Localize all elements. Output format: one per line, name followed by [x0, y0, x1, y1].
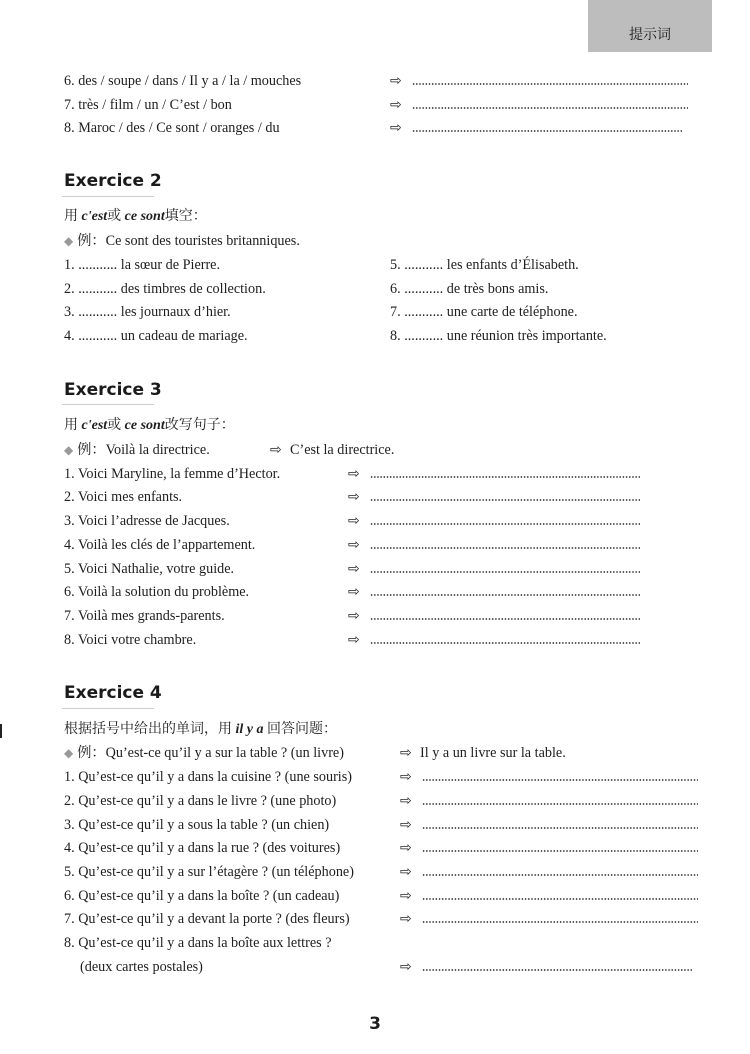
arrow-icon: ⇨ [348, 466, 360, 482]
arrow-icon: ⇨ [400, 769, 412, 785]
ex4-item-1: 1. Qu’est-ce qu’il y a dans la cuisine ? (une souris) [64, 769, 352, 785]
exercise-3-example-answer: C’est la directrice. [290, 442, 395, 458]
answer-line[interactable] [370, 547, 640, 549]
answer-line[interactable] [422, 898, 698, 900]
exercise-2-example: ◆ 例：Ce sont des touristes britanniques. [64, 233, 300, 249]
ex3-item-4: 4. Voilà les clés de l’appartement. [64, 537, 256, 553]
ex3-item-1: 1. Voici Maryline, la femme d’Hector. [64, 466, 281, 482]
exercise-4-example: ◆ 例：Qu’est-ce qu’il y a sur la table ? (un livre) [64, 745, 344, 761]
exercise-2-title: Exercice 2 [64, 171, 162, 191]
ex4-item-7: 7. Qu’est-ce qu’il y a devant la porte ? (des fleurs) [64, 911, 350, 927]
arrow-icon: ⇨ [400, 840, 412, 856]
section-tab: 提示词 [588, 0, 712, 52]
exercise-3-example: ◆ 例：Voilà la directrice. [64, 442, 210, 458]
arrow-icon: ⇨ [348, 632, 360, 648]
ex4-item-4: 4. Qu’est-ce qu’il y a dans la rue ? (des voitures) [64, 840, 341, 856]
page-number: 3 [369, 1014, 381, 1034]
answer-line[interactable] [422, 850, 698, 852]
arrow-icon: ⇨ [400, 793, 412, 809]
ex3-item-2: 2. Voici mes enfants. [64, 489, 183, 505]
title-underline [62, 196, 154, 197]
arrow-icon: ⇨ [390, 120, 402, 136]
ex2-item-2: 2. ........... des timbres de collection. [64, 281, 266, 297]
ex1-item-6: 6. des / soupe / dans / Il y a / la / mouches [64, 73, 302, 89]
answer-line[interactable] [370, 476, 640, 478]
answer-line[interactable] [370, 618, 640, 620]
arrow-icon: ⇨ [348, 608, 360, 624]
ex4-item-6: 6. Qu’est-ce qu’il y a dans la boîte ? (un cadeau) [64, 888, 340, 904]
diamond-icon: ◆ [64, 234, 74, 248]
exercise-3-instruction: 用 c'est或 ce sont改写句子： [64, 418, 235, 433]
ex2-item-5: 5. ........... les enfants d’Élisabeth. [390, 257, 579, 273]
title-underline [62, 404, 154, 405]
title-underline [62, 708, 154, 709]
ex4-item-8-continued: (deux cartes postales) [80, 959, 203, 975]
arrow-icon: ⇨ [400, 745, 412, 761]
ex2-item-1: 1. ........... la sœur de Pierre. [64, 257, 221, 273]
arrow-icon: ⇨ [400, 864, 412, 880]
ex4-item-5: 5. Qu’est-ce qu’il y a sur l’étagère ? (un téléphone) [64, 864, 354, 880]
arrow-icon: ⇨ [348, 561, 360, 577]
arrow-icon: ⇨ [348, 513, 360, 529]
answer-line[interactable] [370, 499, 640, 501]
ex4-item-2: 2. Qu’est-ce qu’il y a dans le livre ? (une photo) [64, 793, 337, 809]
answer-line[interactable] [370, 642, 640, 644]
ex2-item-6: 6. ........... de très bons amis. [390, 281, 549, 297]
page-edge-mark [0, 724, 2, 738]
answer-line[interactable] [412, 130, 682, 132]
ex4-item-3: 3. Qu’est-ce qu’il y a sous la table ? (un chien) [64, 817, 330, 833]
answer-line[interactable] [422, 921, 698, 923]
arrow-icon: ⇨ [270, 442, 282, 458]
ex2-item-7: 7. ........... une carte de téléphone. [390, 304, 578, 320]
ex3-item-7: 7. Voilà mes grands-parents. [64, 608, 225, 624]
arrow-icon: ⇨ [400, 817, 412, 833]
exercise-4-title: Exercice 4 [64, 683, 162, 703]
ex3-item-8: 8. Voici votre chambre. [64, 632, 197, 648]
exercise-4-example-answer: Il y a un livre sur la table. [420, 745, 566, 761]
answer-line[interactable] [422, 827, 698, 829]
answer-line[interactable] [370, 594, 640, 596]
arrow-icon: ⇨ [348, 489, 360, 505]
answer-line[interactable] [412, 107, 688, 109]
diamond-icon: ◆ [64, 443, 74, 457]
arrow-icon: ⇨ [400, 959, 412, 975]
ex3-item-3: 3. Voici l’adresse de Jacques. [64, 513, 230, 529]
answer-line[interactable] [422, 874, 698, 876]
ex3-item-6: 6. Voilà la solution du problème. [64, 584, 250, 600]
answer-line[interactable] [370, 523, 640, 525]
ex1-item-7: 7. très / film / un / C’est / bon [64, 97, 232, 113]
answer-line[interactable] [422, 779, 698, 781]
exercise-3-title: Exercice 3 [64, 380, 162, 400]
exercise-4-instruction: 根据括号中给出的单词，用 il y a 回答问题： [64, 722, 337, 737]
ex4-item-8: 8. Qu’est-ce qu’il y a dans la boîte aux lettres ? [64, 935, 332, 951]
arrow-icon: ⇨ [390, 73, 402, 89]
ex2-item-8: 8. ........... une réunion très importante. [390, 328, 607, 344]
answer-line[interactable] [370, 571, 640, 573]
arrow-icon: ⇨ [400, 911, 412, 927]
arrow-icon: ⇨ [348, 584, 360, 600]
arrow-icon: ⇨ [400, 888, 412, 904]
ex3-item-5: 5. Voici Nathalie, votre guide. [64, 561, 235, 577]
arrow-icon: ⇨ [390, 97, 402, 113]
ex2-item-4: 4. ........... un cadeau de mariage. [64, 328, 248, 344]
arrow-icon: ⇨ [348, 537, 360, 553]
answer-line[interactable] [422, 969, 692, 971]
ex1-item-8: 8. Maroc / des / Ce sont / oranges / du [64, 120, 280, 136]
diamond-icon: ◆ [64, 746, 74, 760]
answer-line[interactable] [412, 83, 688, 85]
exercise-2-instruction: 用 c'est或 ce sont填空： [64, 209, 207, 224]
answer-line[interactable] [422, 803, 698, 805]
ex2-item-3: 3. ........... les journaux d’hier. [64, 304, 231, 320]
